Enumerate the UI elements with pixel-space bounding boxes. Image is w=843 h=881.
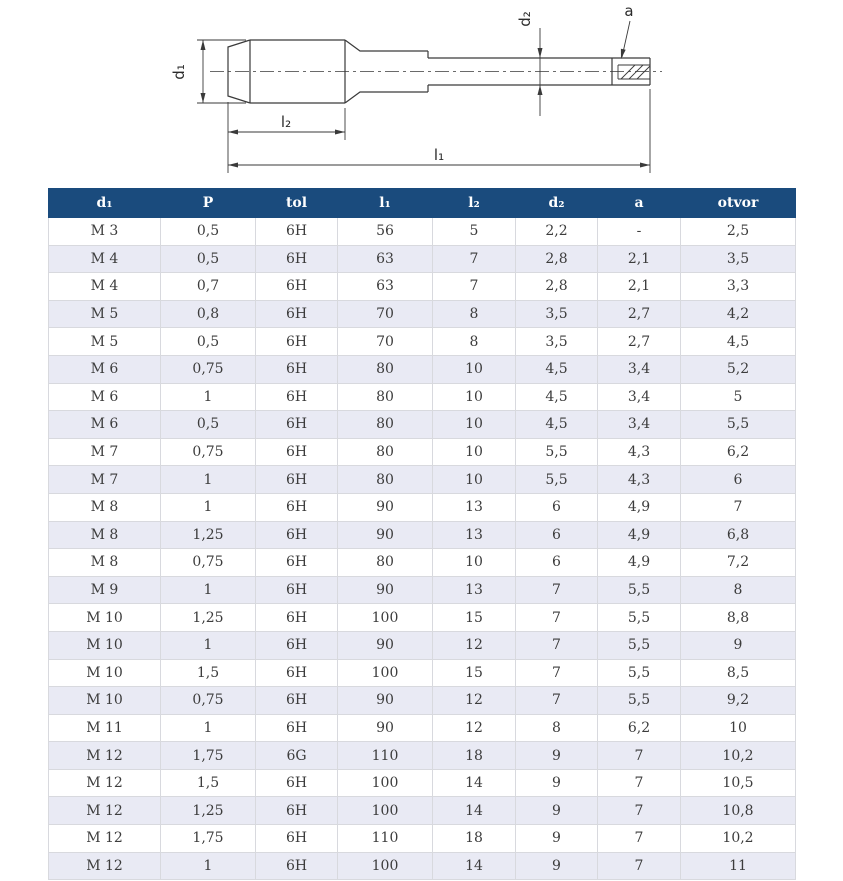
table-body xyxy=(49,218,796,880)
table-cell: M 8 xyxy=(49,521,161,549)
table-row xyxy=(49,300,796,328)
table-cell: M 8 xyxy=(49,493,161,521)
table-cell: 3,4 xyxy=(598,411,681,439)
table-cell: 4,3 xyxy=(598,438,681,466)
table-cell: M 7 xyxy=(49,466,161,494)
spec-table xyxy=(48,188,796,880)
table-cell: 80 xyxy=(338,466,433,494)
table-cell: 80 xyxy=(338,355,433,383)
table-cell: 6H xyxy=(256,521,338,549)
dimension-d1 xyxy=(170,40,246,103)
table-cell: 70 xyxy=(338,300,433,328)
table-cell: 6H xyxy=(256,466,338,494)
table-row xyxy=(49,797,796,825)
table-cell: 1 xyxy=(161,383,256,411)
table-row xyxy=(49,355,796,383)
table-cell: 56 xyxy=(338,218,433,246)
table-cell: 18 xyxy=(433,825,516,853)
table-cell: 14 xyxy=(433,852,516,880)
table-cell: 5,5 xyxy=(598,631,681,659)
dimension-a xyxy=(621,2,634,59)
table-cell: 0,75 xyxy=(161,549,256,577)
table-cell: M 12 xyxy=(49,797,161,825)
table-cell: 10,5 xyxy=(681,769,796,797)
table-row xyxy=(49,218,796,246)
table-cell: M 11 xyxy=(49,714,161,742)
table-cell: 2,1 xyxy=(598,273,681,301)
table-cell: 1 xyxy=(161,631,256,659)
table-cell: 10 xyxy=(681,714,796,742)
dimension-l1 xyxy=(228,89,650,173)
table-cell: 13 xyxy=(433,521,516,549)
table-cell: 6H xyxy=(256,797,338,825)
table-row xyxy=(49,714,796,742)
table-cell: 1 xyxy=(161,493,256,521)
table-cell: 10,2 xyxy=(681,742,796,770)
table-cell: 6 xyxy=(516,521,598,549)
table-row xyxy=(49,825,796,853)
table-cell: M 10 xyxy=(49,631,161,659)
table-row xyxy=(49,521,796,549)
table-cell: 5 xyxy=(433,218,516,246)
table-cell: M 9 xyxy=(49,576,161,604)
table-cell: 2,5 xyxy=(681,218,796,246)
table-cell: 7,2 xyxy=(681,549,796,577)
table-cell: 6H xyxy=(256,604,338,632)
table-cell: 6H xyxy=(256,659,338,687)
table-cell: 1,75 xyxy=(161,742,256,770)
table-row xyxy=(49,769,796,797)
table-cell: 1 xyxy=(161,576,256,604)
table-cell: 4,9 xyxy=(598,521,681,549)
technical-drawing xyxy=(0,0,843,186)
table-cell: 5,5 xyxy=(516,466,598,494)
col-header-tol: tol xyxy=(256,189,338,218)
table-cell: 5,5 xyxy=(681,411,796,439)
hatch-lines xyxy=(621,65,650,79)
dim-label-d2: d₂ xyxy=(516,11,534,27)
table-cell: 0,5 xyxy=(161,411,256,439)
table-cell: 7 xyxy=(433,245,516,273)
table-header xyxy=(49,189,796,218)
table-cell: 12 xyxy=(433,631,516,659)
table-cell: 5 xyxy=(681,383,796,411)
table-cell: 13 xyxy=(433,493,516,521)
table-cell: 15 xyxy=(433,604,516,632)
table-cell: 7 xyxy=(516,631,598,659)
table-cell: 10 xyxy=(433,411,516,439)
table-cell: 7 xyxy=(598,852,681,880)
table-cell: 90 xyxy=(338,631,433,659)
col-header-d1: d₁ xyxy=(49,189,161,218)
table-cell: 6 xyxy=(516,493,598,521)
table-cell: 0,75 xyxy=(161,438,256,466)
table-cell: 1,25 xyxy=(161,797,256,825)
table-cell: 1,5 xyxy=(161,659,256,687)
table-row xyxy=(49,687,796,715)
table-cell: 6G xyxy=(256,742,338,770)
col-header-l2: l₂ xyxy=(433,189,516,218)
table-row xyxy=(49,604,796,632)
table-cell: M 6 xyxy=(49,383,161,411)
table-cell: 6H xyxy=(256,769,338,797)
table-cell: 6H xyxy=(256,576,338,604)
table-cell: 6H xyxy=(256,493,338,521)
table-cell: 6H xyxy=(256,383,338,411)
table-cell: 5,5 xyxy=(598,687,681,715)
table-cell: 90 xyxy=(338,576,433,604)
table-cell: 8 xyxy=(681,576,796,604)
table-cell: 6,2 xyxy=(598,714,681,742)
table-cell: 6H xyxy=(256,218,338,246)
table-cell: 1,5 xyxy=(161,769,256,797)
table-cell: 0,75 xyxy=(161,687,256,715)
table-row xyxy=(49,852,796,880)
table-row xyxy=(49,659,796,687)
table-cell: 2,2 xyxy=(516,218,598,246)
table-cell: M 8 xyxy=(49,549,161,577)
table-cell: 63 xyxy=(338,245,433,273)
table-cell: 12 xyxy=(433,687,516,715)
table-cell: 2,8 xyxy=(516,245,598,273)
table-cell: 6,8 xyxy=(681,521,796,549)
table-cell: 7 xyxy=(598,825,681,853)
table-row xyxy=(49,273,796,301)
table-cell: 9 xyxy=(516,797,598,825)
dim-label-a: a xyxy=(624,2,634,20)
table-cell: 9,2 xyxy=(681,687,796,715)
table-cell: M 12 xyxy=(49,825,161,853)
table-cell: 1 xyxy=(161,852,256,880)
table-cell: 4,3 xyxy=(598,466,681,494)
table-cell: 14 xyxy=(433,797,516,825)
table-row xyxy=(49,383,796,411)
table-cell: 90 xyxy=(338,493,433,521)
table-cell: 7 xyxy=(598,797,681,825)
table-cell: 1,75 xyxy=(161,825,256,853)
table-cell: 110 xyxy=(338,742,433,770)
table-cell: 15 xyxy=(433,659,516,687)
table-header-row xyxy=(49,189,796,218)
table-cell: 4,2 xyxy=(681,300,796,328)
table-cell: 4,5 xyxy=(516,383,598,411)
table-row xyxy=(49,742,796,770)
table-cell: 9 xyxy=(516,852,598,880)
table-cell: 1,25 xyxy=(161,604,256,632)
table-cell: 6H xyxy=(256,300,338,328)
col-header-p: P xyxy=(161,189,256,218)
table-cell: 7 xyxy=(598,769,681,797)
table-cell: 7 xyxy=(433,273,516,301)
table-cell: 80 xyxy=(338,438,433,466)
table-cell: M 4 xyxy=(49,273,161,301)
table-cell: 6H xyxy=(256,328,338,356)
table-cell: 5,5 xyxy=(516,438,598,466)
table-cell: 100 xyxy=(338,797,433,825)
table-cell: 6H xyxy=(256,245,338,273)
table-row xyxy=(49,493,796,521)
table-cell: 8 xyxy=(433,328,516,356)
table-cell: 7 xyxy=(516,604,598,632)
dim-label-d1: d₁ xyxy=(170,64,188,80)
table-cell: 80 xyxy=(338,411,433,439)
dimension-d2 xyxy=(516,11,543,116)
table-cell: 7 xyxy=(516,576,598,604)
table-cell: 3,3 xyxy=(681,273,796,301)
table-cell: 3,5 xyxy=(681,245,796,273)
table-cell: 9 xyxy=(516,769,598,797)
table-cell: 2,1 xyxy=(598,245,681,273)
table-cell: 4,9 xyxy=(598,493,681,521)
table-cell: 14 xyxy=(433,769,516,797)
table-cell: 3,5 xyxy=(516,328,598,356)
table-cell: M 12 xyxy=(49,769,161,797)
table-row xyxy=(49,631,796,659)
table-cell: 5,5 xyxy=(598,576,681,604)
table-cell: 4,5 xyxy=(516,411,598,439)
table-cell: 1 xyxy=(161,714,256,742)
table-cell: - xyxy=(598,218,681,246)
table-cell: 6H xyxy=(256,273,338,301)
table-cell: 6H xyxy=(256,355,338,383)
col-header-otvor: otvor xyxy=(681,189,796,218)
table-cell: 100 xyxy=(338,852,433,880)
table-cell: 2,8 xyxy=(516,273,598,301)
table-cell: 6H xyxy=(256,631,338,659)
table-cell: M 5 xyxy=(49,328,161,356)
table-cell: 7 xyxy=(681,493,796,521)
table-cell: 10 xyxy=(433,549,516,577)
table-cell: 100 xyxy=(338,659,433,687)
table-cell: 10 xyxy=(433,466,516,494)
table-cell: 6H xyxy=(256,549,338,577)
table-cell: 80 xyxy=(338,383,433,411)
table-cell: 9 xyxy=(516,742,598,770)
table-cell: 8 xyxy=(516,714,598,742)
table-cell: 4,9 xyxy=(598,549,681,577)
table-cell: M 4 xyxy=(49,245,161,273)
table-cell: M 6 xyxy=(49,355,161,383)
table-cell: 0,8 xyxy=(161,300,256,328)
table-cell: 8,8 xyxy=(681,604,796,632)
table-cell: 6H xyxy=(256,438,338,466)
table-cell: 6H xyxy=(256,687,338,715)
dim-label-l2: l₂ xyxy=(280,113,292,131)
table-cell: M 7 xyxy=(49,438,161,466)
table-cell: 5,5 xyxy=(598,659,681,687)
table-cell: 6H xyxy=(256,411,338,439)
table-cell: 2,7 xyxy=(598,328,681,356)
table-cell: 6 xyxy=(516,549,598,577)
table-row xyxy=(49,438,796,466)
table-cell: 90 xyxy=(338,521,433,549)
table-row xyxy=(49,576,796,604)
table-cell: 0,7 xyxy=(161,273,256,301)
table-cell: 3,4 xyxy=(598,355,681,383)
table-cell: 5,2 xyxy=(681,355,796,383)
table-cell: 6,2 xyxy=(681,438,796,466)
table-cell: 10,2 xyxy=(681,825,796,853)
table-cell: 11 xyxy=(681,852,796,880)
table-cell: 12 xyxy=(433,714,516,742)
table-cell: 7 xyxy=(516,659,598,687)
dim-label-l1: l₁ xyxy=(433,146,445,164)
table-cell: 0,5 xyxy=(161,328,256,356)
table-cell: 3,4 xyxy=(598,383,681,411)
table-cell: 100 xyxy=(338,769,433,797)
table-cell: 110 xyxy=(338,825,433,853)
table-cell: 63 xyxy=(338,273,433,301)
col-header-l1: l₁ xyxy=(338,189,433,218)
table-cell: 4,5 xyxy=(681,328,796,356)
table-cell: 90 xyxy=(338,714,433,742)
table-cell: 8 xyxy=(433,300,516,328)
table-cell: 9 xyxy=(681,631,796,659)
table-row xyxy=(49,466,796,494)
table-cell: 7 xyxy=(516,687,598,715)
table-cell: 10,8 xyxy=(681,797,796,825)
table-cell: 70 xyxy=(338,328,433,356)
table-cell: 18 xyxy=(433,742,516,770)
table-cell: 2,7 xyxy=(598,300,681,328)
table-cell: M 12 xyxy=(49,742,161,770)
table-cell: M 3 xyxy=(49,218,161,246)
table-cell: 10 xyxy=(433,438,516,466)
table-row xyxy=(49,549,796,577)
table-cell: 100 xyxy=(338,604,433,632)
table-cell: 9 xyxy=(516,825,598,853)
col-header-a: a xyxy=(598,189,681,218)
table-row xyxy=(49,411,796,439)
dimension-l2 xyxy=(228,102,345,140)
table-cell: M 6 xyxy=(49,411,161,439)
col-header-d2: d₂ xyxy=(516,189,598,218)
table-row xyxy=(49,328,796,356)
table-cell: 7 xyxy=(598,742,681,770)
table-cell: 1,25 xyxy=(161,521,256,549)
table-cell: 6H xyxy=(256,714,338,742)
table-cell: M 10 xyxy=(49,604,161,632)
table-cell: 6H xyxy=(256,825,338,853)
table-cell: 80 xyxy=(338,549,433,577)
table-cell: 0,5 xyxy=(161,245,256,273)
tap-drawing-svg xyxy=(0,0,843,186)
table-cell: 0,5 xyxy=(161,218,256,246)
table-cell: 90 xyxy=(338,687,433,715)
table-cell: 4,5 xyxy=(516,355,598,383)
table-cell: 6 xyxy=(681,466,796,494)
table-cell: 13 xyxy=(433,576,516,604)
table-row xyxy=(49,245,796,273)
table-cell: 10 xyxy=(433,355,516,383)
table-cell: 1 xyxy=(161,466,256,494)
table-cell: M 10 xyxy=(49,687,161,715)
table-cell: M 5 xyxy=(49,300,161,328)
table-cell: 8,5 xyxy=(681,659,796,687)
table-cell: 10 xyxy=(433,383,516,411)
table-cell: 0,75 xyxy=(161,355,256,383)
table-cell: M 12 xyxy=(49,852,161,880)
table-cell: 5,5 xyxy=(598,604,681,632)
table-cell: M 10 xyxy=(49,659,161,687)
table-cell: 6H xyxy=(256,852,338,880)
table-cell: 3,5 xyxy=(516,300,598,328)
